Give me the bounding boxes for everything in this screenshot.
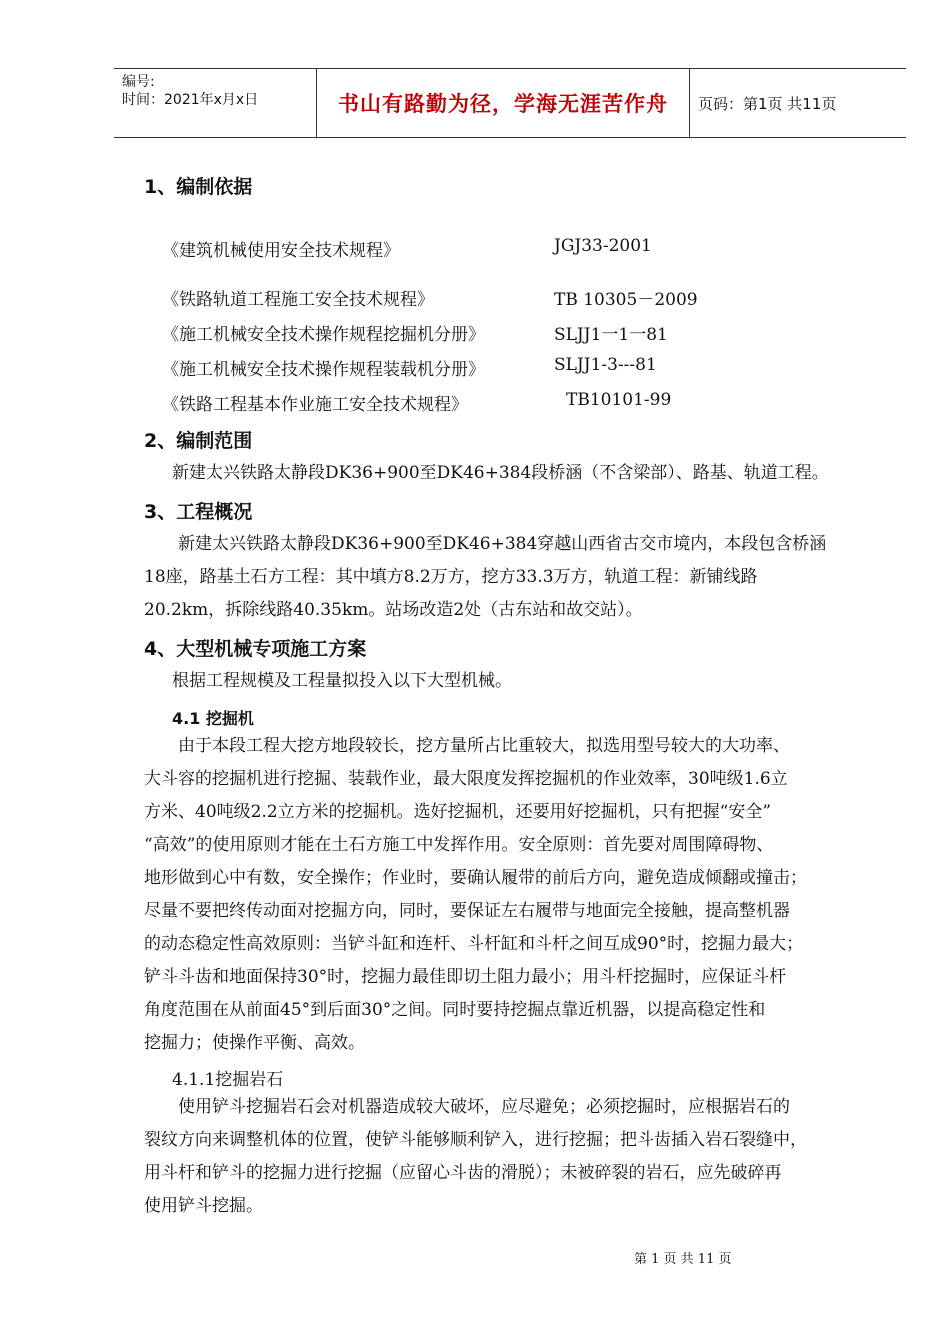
subsection-4-1-1-text: 使用铲斗挖掘岩石会对机器造成较大破坏，应尽避免；必须挖掘时，应根据岩石的 裂纹方向来调整机体的位置，使铲斗能够顺利铲入，进行挖掘；把斗齿插入岩石裂缝中， 用斗杆和铲斗的挖掘力进行挖掘（应留心斗齿的滑脱）；未被碎裂的岩石，应先破碎再 使用铲斗挖掘。 — [144, 1097, 807, 1216]
section-1-heading: 1、编制依据 — [144, 176, 253, 198]
reference-code: TB10101-99 — [566, 390, 672, 410]
subsection-4-1-heading: 4.1 挖掘机 — [172, 709, 254, 728]
reference-code: SLJJ1一1一81 — [554, 325, 668, 345]
section-4-heading: 4、大型机械专项施工方案 — [144, 638, 367, 660]
section-3-text: 新建太兴铁路太静段DK36+900至DK46+384穿越山西省古交市境内，本段包含桥涵 18座，路基土石方工程：其中填方8.2万方，挖方33.3万方，轨道工程：新铺线路 20.2km，拆除线路40.35km。站场改造2处（古东站和故交站）。 — [144, 534, 827, 620]
motto-text: 书山有路勤为径，学海无涯苦作舟 — [338, 92, 668, 116]
page-header — [114, 68, 906, 138]
section-2-heading: 2、编制范围 — [144, 430, 253, 452]
number-label: 编号: — [122, 74, 155, 90]
reference-title: 《建筑机械使用安全技术规程》 — [162, 241, 400, 261]
page-number-label: 页码：第1页 共11页 — [698, 94, 837, 113]
footer-page-number: 第 1 页 共 11 页 — [634, 1252, 732, 1267]
header-page-cell — [690, 69, 906, 137]
reference-title: 《铁路轨道工程施工安全技术规程》 — [162, 290, 434, 310]
reference-title: 《施工机械安全技术操作规程挖掘机分册》 — [162, 325, 485, 345]
header-motto-cell — [316, 69, 690, 137]
section-3-heading: 3、工程概况 — [144, 501, 253, 523]
section-4-text: 根据工程规模及工程量拟投入以下大型机械。 — [172, 671, 512, 691]
header-meta-cell — [114, 69, 316, 137]
reference-title: 《铁路工程基本作业施工安全技术规程》 — [162, 395, 468, 415]
section-2-text: 新建太兴铁路太静段DK36+900至DK46+384段桥涵（不含梁部）、路基、轨道工程。 — [172, 463, 829, 483]
subsection-4-1-1-heading: 4.1.1挖掘岩石 — [172, 1070, 284, 1090]
subsection-4-1-text: 由于本段工程大挖方地段较长，挖方量所占比重较大，拟选用型号较大的大功率、 大斗容的挖掘机进行挖掘、装载作业，最大限度发挥挖掘机的作业效率，30吨级1.6立 方米、40吨级2.2立方米的挖掘机。选好挖掘机，还要用好挖掘机，只有把握“安全” “高效”的使用原则才能在土石方施工中发挥作用。安全原则：首先要对周围障碍物、 地形做到心中有数，安全操作；作业时，要确认履带的前后方向，避免造成倾翻或撞击； 尽量不要把终传动面对挖掘方向，同时，要保证左右履带与地面完全接触，提高整机器 的动态稳定性高效原则：当铲斗缸和连杆、斗杆缸和斗杆之间互成90°时，挖掘力最大； 铲斗斗齿和地面保持30°时，挖掘力最佳即切土阻力最小；用斗杆挖掘时，应保证斗杆 角度范围在从前面45°到后面30°之间。同时要持挖掘点靠近机器，以提高稳定性和 挖掘力；使操作平衡、高效。 — [144, 736, 807, 1053]
reference-code: TB 10305－2009 — [554, 290, 698, 310]
reference-code: JGJ33-2001 — [554, 236, 652, 256]
time-label: 时间：2021年x月x日 — [122, 92, 259, 108]
reference-title: 《施工机械安全技术操作规程装载机分册》 — [162, 360, 485, 380]
reference-code: SLJJ1-3---81 — [554, 355, 657, 375]
